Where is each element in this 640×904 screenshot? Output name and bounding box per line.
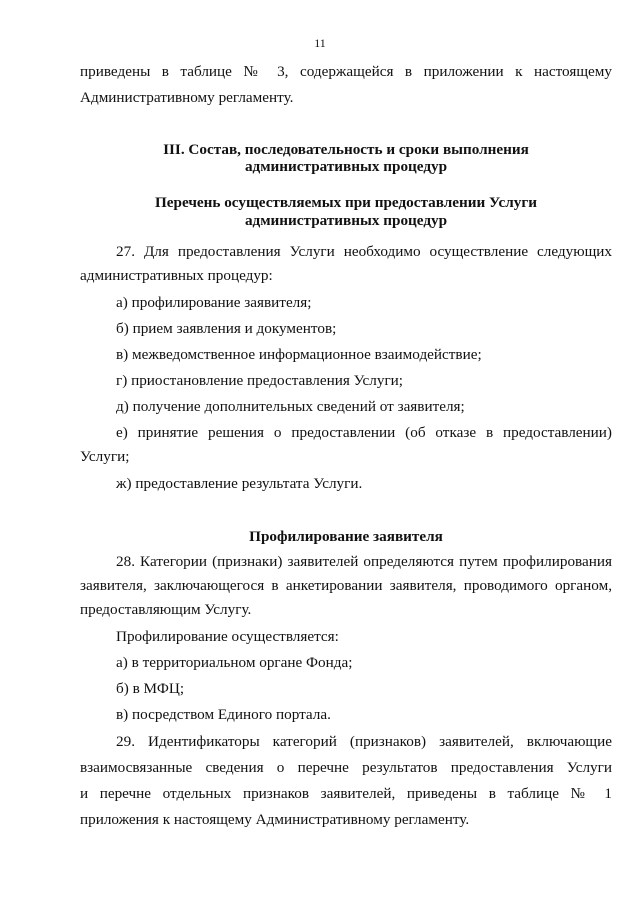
intro-line-1: приведены в таблице № 3, содержащейся в приложении к настоящему bbox=[80, 63, 612, 80]
paragraph-29-line-1: 29. Идентификаторы категорий (признаков) заявителей, включающие bbox=[116, 733, 612, 750]
paragraph-29-line-4: приложения к настоящему Административному регламенту. bbox=[80, 811, 470, 828]
paragraph-29-line-2: взаимосвязанные сведения о перечне результатов предоставления Услуги bbox=[80, 759, 612, 776]
procedure-item: в) межведомственное информационное взаимодействие; bbox=[116, 346, 482, 363]
intro-line-2: Административному регламенту. bbox=[80, 89, 294, 106]
subsection-title-line-2: административных процедур bbox=[244, 212, 448, 229]
subsection-title-line-1: Перечень осуществляемых при предоставлении Услуги bbox=[154, 194, 538, 211]
profiling-item: б) в МФЦ; bbox=[116, 680, 185, 697]
paragraph-28-line-3: предоставляющим Услугу. bbox=[80, 601, 252, 618]
paragraph-27-line-2: административных процедур: bbox=[80, 267, 273, 284]
profiling-item: в) посредством Единого портала. bbox=[116, 706, 331, 723]
procedure-item: а) профилирование заявителя; bbox=[116, 294, 312, 311]
paragraph-28-line-2: заявителя, заключающегося в анкетировании заявителя, проводимого органом, bbox=[80, 577, 612, 594]
paragraph-27-line-1: 27. Для предоставления Услуги необходимо осуществление следующих bbox=[116, 243, 612, 260]
profiling-title: Профилирование заявителя bbox=[249, 528, 443, 545]
procedure-item: д) получение дополнительных сведений от заявителя; bbox=[116, 398, 465, 415]
section-title-line-2: административных процедур bbox=[244, 158, 448, 175]
section-title-line-1: III. Состав, последовательность и сроки выполнения bbox=[163, 141, 529, 158]
paragraph-28-line-1: 28. Категории (признаки) заявителей определяются путем профилирования bbox=[116, 553, 612, 570]
procedure-item-e-line-2: Услуги; bbox=[80, 448, 130, 465]
procedure-item-e-line-1: е) принятие решения о предоставлении (об отказе в предоставлении) bbox=[116, 424, 612, 441]
procedure-item: г) приостановление предоставления Услуги; bbox=[116, 372, 404, 389]
procedure-item: ж) предоставление результата Услуги. bbox=[116, 475, 363, 492]
paragraph-29-line-3: и перечне отдельных признаков заявителей, приведены в таблице № 1 bbox=[80, 785, 612, 802]
page-number: 11 bbox=[314, 36, 326, 50]
profiling-intro: Профилирование осуществляется: bbox=[116, 628, 339, 645]
profiling-item: а) в территориальном органе Фонда; bbox=[116, 654, 353, 671]
procedure-item: б) прием заявления и документов; bbox=[116, 320, 337, 337]
